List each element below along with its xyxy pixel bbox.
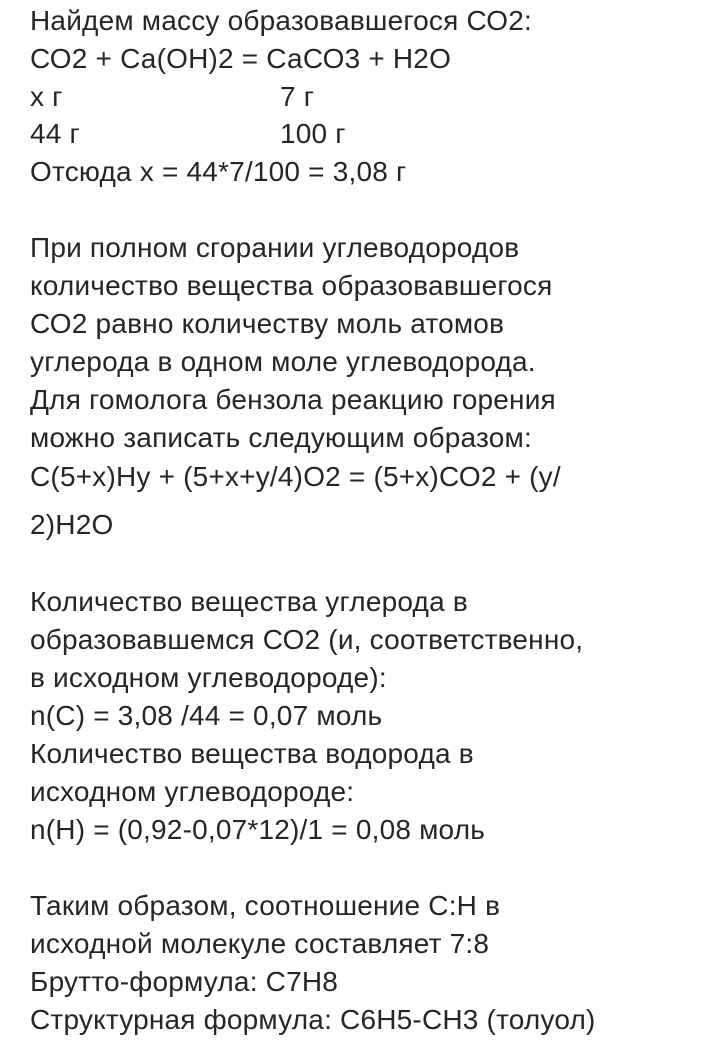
- proportion-row-2-right: 100 г: [280, 118, 346, 149]
- paragraph-line: исходной молекуле составляет 7:8: [30, 928, 490, 959]
- paragraph-line: Для гомолога бензола реакцию горения: [30, 384, 556, 415]
- result-line: Отсюда х = 44*7/100 = 3,08 г: [30, 156, 407, 187]
- paragraph-line: Количество вещества углерода в: [30, 586, 468, 617]
- combustion-equation-line: С(5+х)Ну + (5+х+у/4)О2 = (5+х)СО2 + (у/: [30, 461, 561, 492]
- proportion-row-1: [30, 78, 430, 115]
- heading-line: Найдем массу образовавшегося СО2:: [30, 5, 533, 36]
- proportion-row-2: [30, 115, 430, 152]
- paragraph-line: в исходном углеводороде):: [30, 662, 387, 693]
- reaction-equation: СО2 + Са(ОН)2 = СаСО3 + Н2О: [30, 43, 452, 74]
- gross-formula-line: Брутто-формула: С7Н8: [30, 966, 339, 997]
- proportion-row-1-right: 7 г: [280, 81, 315, 112]
- proportion-row-1-left: x г: [30, 81, 63, 112]
- hydrogen-amount-line: n(H) = (0,92-0,07*12)/1 = 0,08 моль: [30, 814, 486, 845]
- paragraph-line: При полном сгорании углеводородов: [30, 232, 520, 263]
- combustion-equation-line: 2)Н2О: [30, 509, 114, 540]
- paragraph-line: углерода в одном моле углеводорода.: [30, 346, 536, 377]
- paragraph-line: образовавшемся СО2 (и, соответственно,: [30, 624, 584, 655]
- paragraph-line: Таким образом, соотношение С:Н в: [30, 890, 501, 921]
- paragraph-line: количество вещества образовавшегося: [30, 270, 553, 301]
- paragraph-line: исходном углеводороде:: [30, 776, 355, 807]
- proportion-row-2-left: 44 г: [30, 118, 80, 149]
- carbon-amount-line: n(C) = 3,08 /44 = 0,07 моль: [30, 700, 383, 731]
- paragraph-line: Количество вещества водорода в: [30, 738, 474, 769]
- paragraph-line: СО2 равно количеству моль атомов: [30, 308, 505, 339]
- structural-formula-line: Структурная формула: С6Н5-СН3 (толуол): [30, 1004, 596, 1035]
- paragraph-line: можно записать следующим образом:: [30, 422, 532, 453]
